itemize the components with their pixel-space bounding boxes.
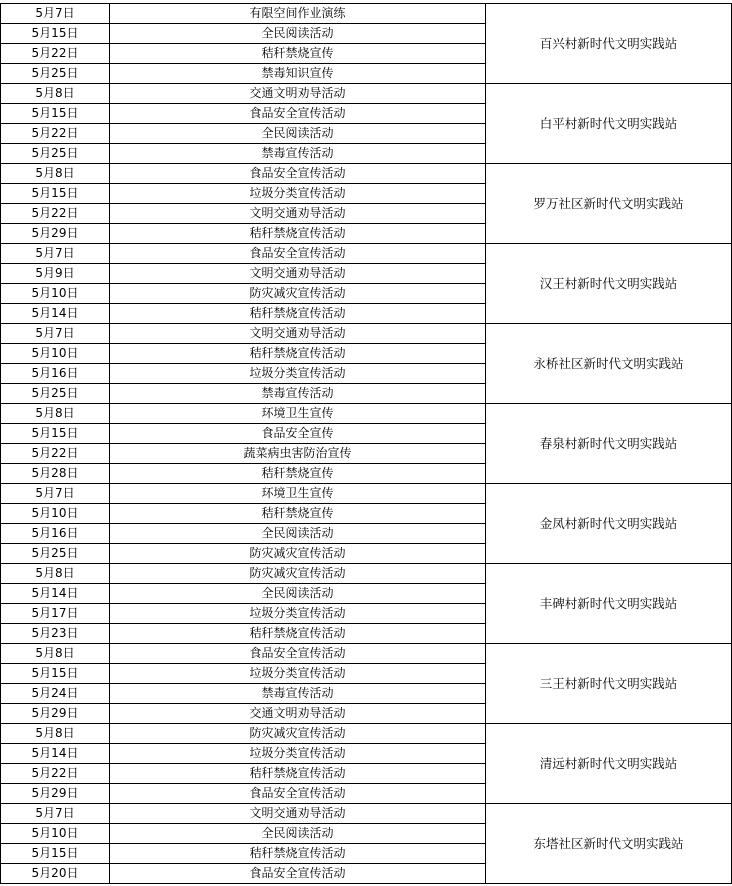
activity-cell[interactable]: 防灾减灾宣传活动 — [110, 544, 486, 564]
date-cell[interactable]: 5月29日 — [1, 784, 110, 804]
date-cell[interactable]: 5月8日 — [1, 644, 110, 664]
activity-cell[interactable]: 秸秆禁烧宣传活动 — [110, 764, 486, 784]
date-cell[interactable]: 5月22日 — [1, 124, 110, 144]
schedule-sheet — [0, 3, 731, 884]
activity-cell[interactable]: 有限空间作业演练 — [110, 4, 486, 24]
date-cell[interactable]: 5月8日 — [1, 404, 110, 424]
activity-cell[interactable]: 文明交通劝导活动 — [110, 264, 486, 284]
activity-cell[interactable]: 秸秆禁烧宣传 — [110, 464, 486, 484]
date-cell[interactable]: 5月15日 — [1, 844, 110, 864]
table-row — [1, 724, 732, 744]
station-cell[interactable]: 春泉村新时代文明实践站 — [486, 404, 732, 484]
activity-cell[interactable]: 防灾减灾宣传活动 — [110, 564, 486, 584]
date-cell[interactable]: 5月8日 — [1, 724, 110, 744]
activity-cell[interactable]: 食品安全宣传活动 — [110, 104, 486, 124]
activity-cell[interactable]: 垃圾分类宣传活动 — [110, 664, 486, 684]
activity-cell[interactable]: 食品安全宣传 — [110, 424, 486, 444]
activity-cell[interactable]: 文明交通劝导活动 — [110, 324, 486, 344]
activity-cell[interactable]: 交通文明劝导活动 — [110, 84, 486, 104]
activity-cell[interactable]: 食品安全宣传活动 — [110, 164, 486, 184]
activity-cell[interactable]: 食品安全宣传活动 — [110, 784, 486, 804]
station-cell[interactable]: 罗万社区新时代文明实践站 — [486, 164, 732, 244]
activity-cell[interactable]: 食品安全宣传活动 — [110, 244, 486, 264]
activity-cell[interactable]: 秸秆禁烧宣传活动 — [110, 344, 486, 364]
date-cell[interactable]: 5月14日 — [1, 744, 110, 764]
activity-cell[interactable]: 全民阅读活动 — [110, 524, 486, 544]
activity-cell[interactable]: 禁毒宣传活动 — [110, 684, 486, 704]
table-row — [1, 324, 732, 344]
activity-cell[interactable]: 垃圾分类宣传活动 — [110, 364, 486, 384]
date-cell[interactable]: 5月10日 — [1, 824, 110, 844]
activity-cell[interactable]: 全民阅读活动 — [110, 24, 486, 44]
date-cell[interactable]: 5月20日 — [1, 864, 110, 884]
table-row — [1, 4, 732, 24]
date-cell[interactable]: 5月23日 — [1, 624, 110, 644]
date-cell[interactable]: 5月16日 — [1, 364, 110, 384]
activity-cell[interactable]: 文明交通劝导活动 — [110, 804, 486, 824]
activity-cell[interactable]: 秸秆禁烧宣传活动 — [110, 304, 486, 324]
date-cell[interactable]: 5月22日 — [1, 444, 110, 464]
date-cell[interactable]: 5月25日 — [1, 544, 110, 564]
activity-cell[interactable]: 秸秆禁烧宣传 — [110, 504, 486, 524]
date-cell[interactable]: 5月15日 — [1, 24, 110, 44]
date-cell[interactable]: 5月7日 — [1, 4, 110, 24]
table-row — [1, 564, 732, 584]
station-cell[interactable]: 金凤村新时代文明实践站 — [486, 484, 732, 564]
date-cell[interactable]: 5月15日 — [1, 664, 110, 684]
date-cell[interactable]: 5月22日 — [1, 204, 110, 224]
activity-cell[interactable]: 禁毒宣传活动 — [110, 144, 486, 164]
date-cell[interactable]: 5月28日 — [1, 464, 110, 484]
date-cell[interactable]: 5月25日 — [1, 144, 110, 164]
date-cell[interactable]: 5月8日 — [1, 84, 110, 104]
date-cell[interactable]: 5月25日 — [1, 64, 110, 84]
activity-cell[interactable]: 禁毒宣传活动 — [110, 384, 486, 404]
table-row — [1, 84, 732, 104]
date-cell[interactable]: 5月9日 — [1, 264, 110, 284]
activity-cell[interactable]: 环境卫生宣传 — [110, 484, 486, 504]
date-cell[interactable]: 5月16日 — [1, 524, 110, 544]
station-cell[interactable]: 丰碑村新时代文明实践站 — [486, 564, 732, 644]
date-cell[interactable]: 5月29日 — [1, 224, 110, 244]
table-row — [1, 804, 732, 824]
activity-cell[interactable]: 蔬菜病虫害防治宣传 — [110, 444, 486, 464]
date-cell[interactable]: 5月22日 — [1, 764, 110, 784]
activity-cell[interactable]: 秸秆禁烧宣传活动 — [110, 844, 486, 864]
date-cell[interactable]: 5月7日 — [1, 804, 110, 824]
date-cell[interactable]: 5月24日 — [1, 684, 110, 704]
station-cell[interactable]: 百兴村新时代文明实践站 — [486, 4, 732, 84]
activity-cell[interactable]: 秸秆禁烧宣传 — [110, 44, 486, 64]
date-cell[interactable]: 5月10日 — [1, 344, 110, 364]
table-row — [1, 164, 732, 184]
date-cell[interactable]: 5月7日 — [1, 484, 110, 504]
date-cell[interactable]: 5月17日 — [1, 604, 110, 624]
date-cell[interactable]: 5月15日 — [1, 104, 110, 124]
activity-cell[interactable]: 垃圾分类宣传活动 — [110, 604, 486, 624]
activity-cell[interactable]: 交通文明劝导活动 — [110, 704, 486, 724]
station-cell[interactable]: 白平村新时代文明实践站 — [486, 84, 732, 164]
activity-cell[interactable]: 环境卫生宣传 — [110, 404, 486, 424]
date-cell[interactable]: 5月10日 — [1, 284, 110, 304]
date-cell[interactable]: 5月7日 — [1, 324, 110, 344]
table-row — [1, 404, 732, 424]
table-row — [1, 644, 732, 664]
station-cell[interactable]: 东塔社区新时代文明实践站 — [486, 804, 732, 884]
date-cell[interactable]: 5月14日 — [1, 584, 110, 604]
activity-cell[interactable]: 全民阅读活动 — [110, 824, 486, 844]
date-cell[interactable]: 5月10日 — [1, 504, 110, 524]
activity-cell[interactable]: 食品安全宣传活动 — [110, 644, 486, 664]
date-cell[interactable]: 5月25日 — [1, 384, 110, 404]
station-cell[interactable]: 汉王村新时代文明实践站 — [486, 244, 732, 324]
date-cell[interactable]: 5月29日 — [1, 704, 110, 724]
activity-cell[interactable]: 全民阅读活动 — [110, 124, 486, 144]
activity-cell[interactable]: 禁毒知识宣传 — [110, 64, 486, 84]
table-row — [1, 484, 732, 504]
date-cell[interactable]: 5月14日 — [1, 304, 110, 324]
station-cell[interactable]: 永桥社区新时代文明实践站 — [486, 324, 732, 404]
activity-cell[interactable]: 秸秆禁烧宣传活动 — [110, 224, 486, 244]
date-cell[interactable]: 5月22日 — [1, 44, 110, 64]
date-cell[interactable]: 5月7日 — [1, 244, 110, 264]
activity-cell[interactable]: 垃圾分类宣传活动 — [110, 184, 486, 204]
activity-cell[interactable]: 食品安全宣传活动 — [110, 864, 486, 884]
table-row — [1, 244, 732, 264]
station-cell[interactable]: 三王村新时代文明实践站 — [486, 644, 732, 724]
activity-cell[interactable]: 秸秆禁烧宣传活动 — [110, 624, 486, 644]
activity-cell[interactable]: 全民阅读活动 — [110, 584, 486, 604]
date-cell[interactable]: 5月15日 — [1, 424, 110, 444]
date-cell[interactable]: 5月8日 — [1, 164, 110, 184]
activity-cell[interactable]: 文明交通劝导活动 — [110, 204, 486, 224]
table-body — [1, 4, 732, 884]
activity-cell[interactable]: 垃圾分类宣传活动 — [110, 744, 486, 764]
activity-cell[interactable]: 防灾减灾宣传活动 — [110, 724, 486, 744]
date-cell[interactable]: 5月15日 — [1, 184, 110, 204]
activity-cell[interactable]: 防灾减灾宣传活动 — [110, 284, 486, 304]
date-cell[interactable]: 5月8日 — [1, 564, 110, 584]
station-cell[interactable]: 清远村新时代文明实践站 — [486, 724, 732, 804]
activity-schedule-table — [0, 3, 732, 884]
